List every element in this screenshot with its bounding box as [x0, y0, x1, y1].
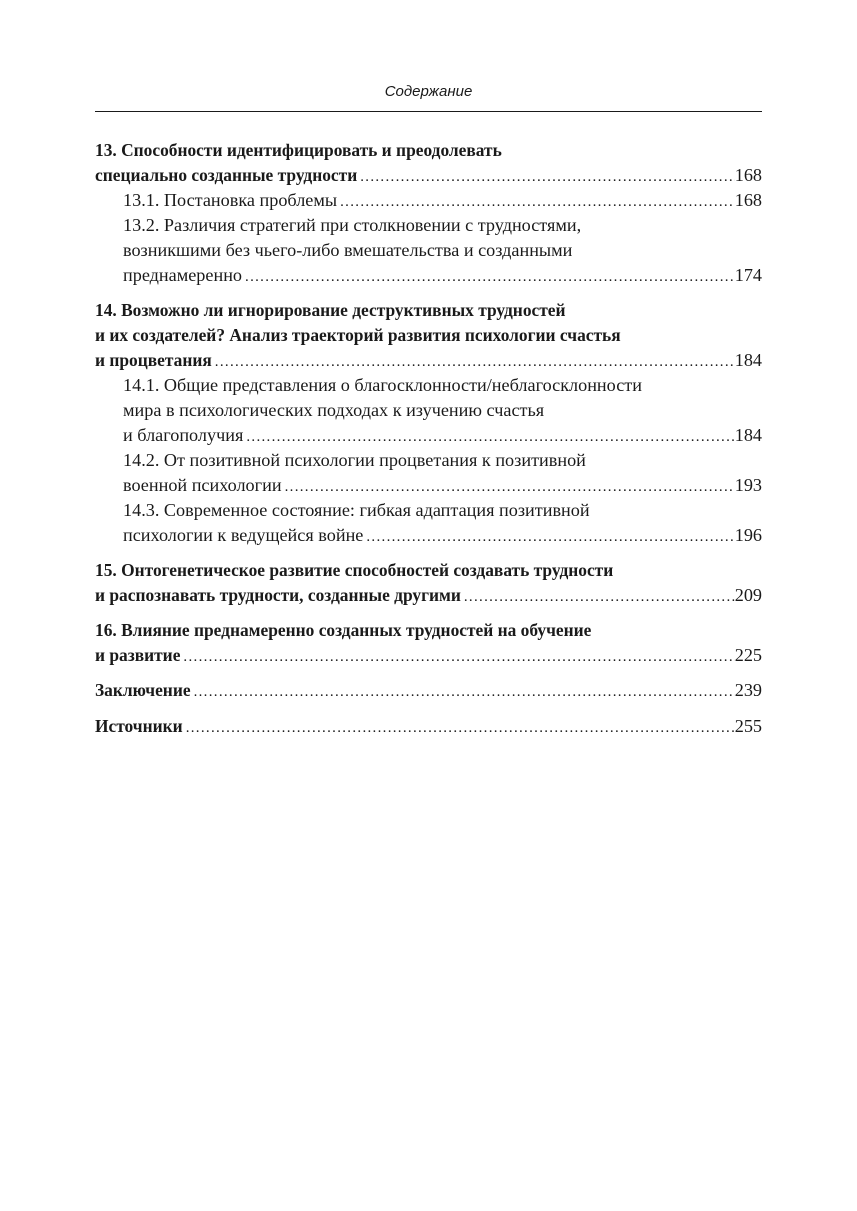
- toc-conclusion[interactable]: [95, 678, 762, 703]
- dot-leader: [180, 645, 734, 670]
- page-number: 174: [734, 265, 762, 285]
- toc-line: Заключение: [95, 680, 191, 700]
- toc-line-with-page: [95, 473, 762, 498]
- toc-line: 14.3. Современное состояние: гибкая адаптация позитивной: [123, 500, 590, 520]
- page-number: 168: [734, 190, 762, 210]
- toc-line: 16. Влияние преднамеренно созданных трудностей на обучение: [95, 620, 592, 640]
- dot-leader: [363, 525, 734, 550]
- toc-line-with-page: [95, 263, 762, 288]
- toc-line: и благополучия: [123, 425, 244, 445]
- dot-leader: [282, 475, 735, 500]
- toc-line-with-page: [95, 348, 762, 373]
- toc-section-14-2[interactable]: [95, 448, 762, 498]
- dot-leader: [243, 425, 734, 450]
- toc-chapter-14[interactable]: [95, 298, 762, 373]
- toc-line: преднамеренно: [123, 265, 243, 285]
- page-number: 196: [734, 525, 762, 545]
- page-number: 225: [734, 645, 762, 665]
- toc-chapter-15[interactable]: [95, 558, 762, 608]
- toc-line: специально созданные трудности: [95, 165, 358, 185]
- page-number: 255: [734, 716, 762, 736]
- toc-line-with-page: [95, 583, 762, 608]
- toc-chapter-16[interactable]: [95, 618, 762, 668]
- toc-line: военной психологии: [123, 475, 282, 495]
- toc-line: и развитие: [95, 645, 181, 665]
- toc-line: и их создателей? Анализ траекторий развития психологии счастья: [95, 325, 621, 345]
- running-head: Содержание: [384, 83, 473, 100]
- toc-section-14-3[interactable]: [95, 498, 762, 548]
- table-of-contents: [95, 138, 762, 749]
- toc-line: возникшими без чьего-либо вмешательства и созданными: [123, 240, 573, 260]
- toc-line-with-page: [95, 643, 762, 668]
- toc-line: Источники: [95, 716, 183, 736]
- dot-leader: [191, 680, 735, 705]
- toc-line-with-page: [95, 678, 762, 703]
- toc-section-14-1[interactable]: [95, 373, 762, 448]
- toc-chapter-13[interactable]: [95, 138, 762, 188]
- dot-leader: [337, 190, 735, 215]
- toc-line-with-page: [95, 188, 762, 213]
- page-number: 184: [734, 350, 762, 370]
- toc-line-with-page: [95, 523, 762, 548]
- toc-section-13-2[interactable]: [95, 213, 762, 288]
- page-number: 193: [734, 475, 762, 495]
- dot-leader: [461, 585, 735, 610]
- toc-line: и процветания: [95, 350, 212, 370]
- dot-leader: [212, 350, 735, 375]
- page-number: 209: [734, 585, 762, 605]
- toc-line: мира в психологических подходах к изучению счастья: [123, 400, 545, 420]
- dot-leader: [183, 716, 735, 741]
- toc-line: 13. Способности идентифицировать и преодолевать: [95, 140, 502, 160]
- toc-line-with-page: [95, 163, 762, 188]
- dot-leader: [357, 165, 735, 190]
- dot-leader: [242, 265, 735, 290]
- toc-line: психологии к ведущейся войне: [123, 525, 364, 545]
- page-number: 239: [734, 680, 762, 700]
- header-rule: [95, 111, 762, 112]
- toc-line: 14.1. Общие представления о благосклонности/неблагосклонности: [123, 375, 642, 395]
- toc-sources[interactable]: [95, 714, 762, 739]
- toc-line: и распознавать трудности, созданные другими: [95, 585, 461, 605]
- toc-section-13-1[interactable]: [95, 188, 762, 213]
- toc-line: 15. Онтогенетическое развитие способностей создавать трудности: [95, 560, 614, 580]
- toc-line: 14.2. От позитивной психологии процветания к позитивной: [123, 450, 586, 470]
- page-number: 184: [734, 425, 762, 445]
- toc-line: 13.1. Постановка проблемы: [123, 190, 338, 210]
- toc-line: 14. Возможно ли игнорирование деструктивных трудностей: [95, 300, 566, 320]
- page-number: 168: [734, 165, 762, 185]
- toc-line: 13.2. Различия стратегий при столкновении с трудностями,: [123, 215, 582, 235]
- toc-line-with-page: [95, 423, 762, 448]
- toc-line-with-page: [95, 714, 762, 739]
